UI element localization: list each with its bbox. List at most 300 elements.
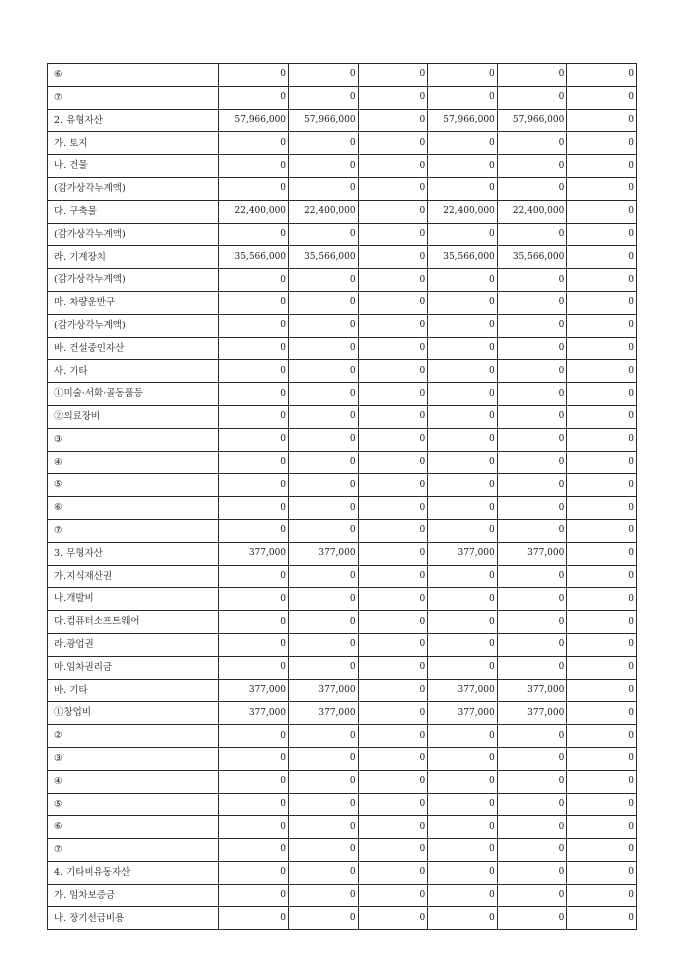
table-row (48, 269, 637, 292)
amount-cell: 0 (358, 314, 428, 337)
amount-cell: 0 (497, 565, 567, 588)
amount-cell: 0 (497, 428, 567, 451)
table-row (48, 337, 637, 360)
amount-cell: 0 (428, 474, 498, 497)
amount-cell: 57,966,000 (219, 109, 289, 132)
amount-cell: 377,000 (428, 702, 498, 725)
amount-cell: 57,966,000 (289, 109, 359, 132)
table-row (48, 383, 637, 406)
amount-cell: 0 (219, 884, 289, 907)
amount-cell: 0 (497, 360, 567, 383)
amount-cell: 0 (497, 770, 567, 793)
amount-cell: 0 (497, 519, 567, 542)
amount-cell: 377,000 (497, 542, 567, 565)
amount-cell: 0 (428, 793, 498, 816)
table-row (48, 656, 637, 679)
row-label: 사. 기타 (48, 360, 219, 383)
amount-cell: 22,400,000 (497, 200, 567, 223)
amount-cell: 0 (289, 314, 359, 337)
amount-cell: 0 (219, 565, 289, 588)
table-row (48, 519, 637, 542)
amount-cell: 0 (219, 269, 289, 292)
amount-cell: 0 (358, 907, 428, 930)
amount-cell: 35,566,000 (289, 246, 359, 269)
row-label: (감가상각누계액) (48, 269, 219, 292)
table-row (48, 405, 637, 428)
amount-cell: 0 (289, 337, 359, 360)
amount-cell: 0 (497, 223, 567, 246)
amount-cell: 0 (567, 679, 637, 702)
amount-cell: 0 (219, 519, 289, 542)
amount-cell: 0 (289, 428, 359, 451)
amount-cell: 0 (358, 861, 428, 884)
amount-cell: 0 (219, 86, 289, 109)
amount-cell: 0 (567, 155, 637, 178)
amount-cell: 0 (428, 565, 498, 588)
amount-cell: 0 (219, 155, 289, 178)
amount-cell: 0 (567, 314, 637, 337)
row-label: ⑤ (48, 474, 219, 497)
amount-cell: 0 (219, 383, 289, 406)
amount-cell: 0 (219, 64, 289, 87)
amount-cell: 0 (289, 497, 359, 520)
amount-cell: 0 (358, 246, 428, 269)
table-row (48, 155, 637, 178)
amount-cell: 377,000 (289, 542, 359, 565)
row-label: 4. 기타비유동자산 (48, 861, 219, 884)
amount-cell: 0 (497, 816, 567, 839)
amount-cell: 0 (567, 405, 637, 428)
row-label: 가. 토지 (48, 132, 219, 155)
row-label: 3. 무형자산 (48, 542, 219, 565)
row-label: (감가상각누계액) (48, 177, 219, 200)
amount-cell: 0 (567, 542, 637, 565)
amount-cell: 0 (428, 451, 498, 474)
amount-cell: 0 (497, 839, 567, 862)
amount-cell: 0 (567, 793, 637, 816)
amount-cell: 0 (428, 155, 498, 178)
amount-cell: 0 (497, 474, 567, 497)
amount-cell: 0 (219, 770, 289, 793)
amount-cell: 0 (358, 588, 428, 611)
amount-cell: 0 (289, 519, 359, 542)
amount-cell: 0 (358, 656, 428, 679)
amount-cell: 0 (497, 86, 567, 109)
row-label: 다. 구축물 (48, 200, 219, 223)
financial-statement-table (47, 63, 637, 930)
amount-cell: 0 (497, 793, 567, 816)
amount-cell: 0 (289, 405, 359, 428)
amount-cell: 0 (358, 679, 428, 702)
amount-cell: 0 (358, 816, 428, 839)
amount-cell: 377,000 (219, 679, 289, 702)
table-row (48, 816, 637, 839)
amount-cell: 0 (219, 656, 289, 679)
table-row (48, 360, 637, 383)
amount-cell: 0 (567, 633, 637, 656)
amount-cell: 0 (428, 656, 498, 679)
amount-cell: 22,400,000 (289, 200, 359, 223)
amount-cell: 0 (428, 64, 498, 87)
row-label: ⑦ (48, 839, 219, 862)
amount-cell: 0 (567, 816, 637, 839)
amount-cell: 57,966,000 (497, 109, 567, 132)
amount-cell: 0 (358, 177, 428, 200)
amount-cell: 0 (497, 269, 567, 292)
row-label: 마. 차량운반구 (48, 291, 219, 314)
table-row (48, 861, 637, 884)
amount-cell: 377,000 (219, 702, 289, 725)
amount-cell: 0 (358, 360, 428, 383)
amount-cell: 0 (567, 246, 637, 269)
amount-cell: 22,400,000 (219, 200, 289, 223)
amount-cell: 0 (428, 725, 498, 748)
amount-cell: 0 (428, 428, 498, 451)
amount-cell: 0 (567, 839, 637, 862)
table-row (48, 428, 637, 451)
amount-cell: 0 (428, 497, 498, 520)
amount-cell: 0 (289, 86, 359, 109)
amount-cell: 0 (497, 405, 567, 428)
amount-cell: 0 (358, 770, 428, 793)
amount-cell: 0 (567, 611, 637, 634)
amount-cell: 35,566,000 (497, 246, 567, 269)
table-row (48, 246, 637, 269)
amount-cell: 0 (219, 747, 289, 770)
amount-cell: 0 (428, 383, 498, 406)
table-row (48, 177, 637, 200)
amount-cell: 0 (219, 314, 289, 337)
row-label: ①창업비 (48, 702, 219, 725)
amount-cell: 0 (567, 291, 637, 314)
amount-cell: 0 (428, 360, 498, 383)
amount-cell: 0 (567, 177, 637, 200)
amount-cell: 0 (219, 474, 289, 497)
amount-cell: 377,000 (289, 679, 359, 702)
table-row (48, 725, 637, 748)
amount-cell: 0 (358, 64, 428, 87)
amount-cell: 0 (567, 269, 637, 292)
amount-cell: 0 (567, 132, 637, 155)
row-label: ⑥ (48, 497, 219, 520)
table-row (48, 200, 637, 223)
amount-cell: 0 (358, 269, 428, 292)
amount-cell: 0 (428, 86, 498, 109)
amount-cell: 0 (497, 155, 567, 178)
amount-cell: 0 (497, 588, 567, 611)
amount-cell: 0 (219, 405, 289, 428)
amount-cell: 0 (358, 702, 428, 725)
row-label: ⑥ (48, 816, 219, 839)
amount-cell: 0 (497, 383, 567, 406)
table-row (48, 588, 637, 611)
amount-cell: 0 (497, 337, 567, 360)
amount-cell: 0 (358, 132, 428, 155)
amount-cell: 0 (289, 565, 359, 588)
table-row (48, 747, 637, 770)
amount-cell: 0 (428, 839, 498, 862)
amount-cell: 0 (358, 109, 428, 132)
amount-cell: 0 (567, 656, 637, 679)
amount-cell: 0 (219, 816, 289, 839)
row-label: (감가상각누계액) (48, 314, 219, 337)
amount-cell: 0 (567, 519, 637, 542)
amount-cell: 0 (428, 223, 498, 246)
amount-cell: 0 (428, 314, 498, 337)
amount-cell: 0 (358, 223, 428, 246)
amount-cell: 0 (289, 861, 359, 884)
amount-cell: 0 (428, 816, 498, 839)
amount-cell: 0 (358, 428, 428, 451)
amount-cell: 0 (219, 223, 289, 246)
amount-cell: 0 (289, 269, 359, 292)
amount-cell: 0 (219, 725, 289, 748)
amount-cell: 0 (358, 565, 428, 588)
row-label: ⑤ (48, 793, 219, 816)
amount-cell: 0 (428, 269, 498, 292)
amount-cell: 0 (289, 747, 359, 770)
amount-cell: 0 (428, 177, 498, 200)
amount-cell: 377,000 (497, 702, 567, 725)
amount-cell: 0 (289, 177, 359, 200)
table-row (48, 770, 637, 793)
table-row (48, 497, 637, 520)
amount-cell: 0 (497, 861, 567, 884)
amount-cell: 0 (219, 793, 289, 816)
amount-cell: 0 (358, 405, 428, 428)
amount-cell: 0 (497, 884, 567, 907)
amount-cell: 0 (428, 291, 498, 314)
table-row (48, 132, 637, 155)
amount-cell: 0 (358, 884, 428, 907)
amount-cell: 0 (219, 132, 289, 155)
amount-cell: 0 (219, 360, 289, 383)
amount-cell: 0 (358, 725, 428, 748)
amount-cell: 0 (567, 884, 637, 907)
amount-cell: 0 (289, 64, 359, 87)
amount-cell: 0 (219, 588, 289, 611)
amount-cell: 0 (289, 656, 359, 679)
amount-cell: 0 (497, 132, 567, 155)
amount-cell: 22,400,000 (428, 200, 498, 223)
amount-cell: 0 (497, 907, 567, 930)
amount-cell: 0 (219, 291, 289, 314)
amount-cell: 0 (358, 200, 428, 223)
amount-cell: 0 (428, 747, 498, 770)
table-row (48, 314, 637, 337)
amount-cell: 0 (497, 497, 567, 520)
amount-cell: 0 (358, 497, 428, 520)
amount-cell: 0 (567, 223, 637, 246)
row-label: 가. 임차보증금 (48, 884, 219, 907)
amount-cell: 0 (219, 611, 289, 634)
table-row (48, 474, 637, 497)
amount-cell: 0 (497, 177, 567, 200)
amount-cell: 0 (497, 291, 567, 314)
row-label: 바. 기타 (48, 679, 219, 702)
amount-cell: 377,000 (497, 679, 567, 702)
amount-cell: 0 (497, 656, 567, 679)
amount-cell: 0 (219, 839, 289, 862)
table-row (48, 451, 637, 474)
amount-cell: 0 (289, 793, 359, 816)
amount-cell: 0 (428, 405, 498, 428)
amount-cell: 377,000 (428, 679, 498, 702)
row-label: 마.임차권리금 (48, 656, 219, 679)
table-row (48, 679, 637, 702)
table-row (48, 633, 637, 656)
table-row (48, 565, 637, 588)
amount-cell: 0 (497, 64, 567, 87)
amount-cell: 0 (497, 451, 567, 474)
amount-cell: 0 (358, 633, 428, 656)
amount-cell: 0 (567, 451, 637, 474)
amount-cell: 377,000 (428, 542, 498, 565)
amount-cell: 0 (289, 291, 359, 314)
amount-cell: 0 (289, 155, 359, 178)
row-label: 나. 건물 (48, 155, 219, 178)
amount-cell: 0 (289, 223, 359, 246)
amount-cell: 0 (567, 497, 637, 520)
amount-cell: 0 (219, 177, 289, 200)
amount-cell: 0 (428, 132, 498, 155)
amount-cell: 0 (567, 565, 637, 588)
row-label: (감가상각누계액) (48, 223, 219, 246)
amount-cell: 0 (358, 155, 428, 178)
table-row (48, 907, 637, 930)
amount-cell: 0 (428, 337, 498, 360)
amount-cell: 377,000 (289, 702, 359, 725)
table-body (48, 64, 637, 930)
amount-cell: 0 (289, 907, 359, 930)
amount-cell: 0 (428, 907, 498, 930)
row-label: 나.개발비 (48, 588, 219, 611)
row-label: ② (48, 725, 219, 748)
amount-cell: 0 (219, 633, 289, 656)
amount-cell: 0 (289, 588, 359, 611)
row-label: 나. 장기선급비용 (48, 907, 219, 930)
amount-cell: 0 (497, 314, 567, 337)
amount-cell: 0 (358, 291, 428, 314)
amount-cell: 0 (358, 542, 428, 565)
amount-cell: 0 (567, 337, 637, 360)
amount-cell: 0 (497, 747, 567, 770)
amount-cell: 0 (428, 519, 498, 542)
table-row (48, 884, 637, 907)
table-row (48, 86, 637, 109)
amount-cell: 57,966,000 (428, 109, 498, 132)
amount-cell: 0 (497, 633, 567, 656)
amount-cell: 0 (289, 770, 359, 793)
amount-cell: 0 (567, 907, 637, 930)
amount-cell: 0 (567, 474, 637, 497)
row-label: ①미술·서화·골동품등 (48, 383, 219, 406)
amount-cell: 0 (567, 428, 637, 451)
amount-cell: 0 (289, 816, 359, 839)
amount-cell: 0 (567, 86, 637, 109)
amount-cell: 0 (289, 474, 359, 497)
amount-cell: 0 (219, 337, 289, 360)
amount-cell: 0 (219, 907, 289, 930)
row-label: ③ (48, 428, 219, 451)
amount-cell: 0 (567, 383, 637, 406)
row-label: 다.컴퓨터소프트웨어 (48, 611, 219, 634)
amount-cell: 0 (358, 86, 428, 109)
amount-cell: 0 (219, 861, 289, 884)
row-label: 2. 유형자산 (48, 109, 219, 132)
amount-cell: 0 (567, 64, 637, 87)
table-row (48, 542, 637, 565)
amount-cell: 0 (289, 611, 359, 634)
row-label: ④ (48, 451, 219, 474)
amount-cell: 35,566,000 (428, 246, 498, 269)
amount-cell: 0 (428, 611, 498, 634)
amount-cell: 0 (289, 633, 359, 656)
amount-cell: 0 (358, 337, 428, 360)
row-label: ②의료장비 (48, 405, 219, 428)
table-row (48, 793, 637, 816)
amount-cell: 0 (358, 383, 428, 406)
table-row (48, 109, 637, 132)
amount-cell: 0 (358, 451, 428, 474)
table-row (48, 611, 637, 634)
amount-cell: 0 (289, 451, 359, 474)
amount-cell: 0 (497, 725, 567, 748)
amount-cell: 0 (289, 132, 359, 155)
row-label: 가.지식재산권 (48, 565, 219, 588)
amount-cell: 0 (428, 588, 498, 611)
amount-cell: 0 (289, 884, 359, 907)
amount-cell: 0 (219, 451, 289, 474)
row-label: ⑦ (48, 86, 219, 109)
row-label: ⑥ (48, 64, 219, 87)
amount-cell: 0 (289, 839, 359, 862)
amount-cell: 0 (567, 725, 637, 748)
amount-cell: 0 (358, 747, 428, 770)
amount-cell: 35,566,000 (219, 246, 289, 269)
amount-cell: 0 (567, 360, 637, 383)
table-row (48, 839, 637, 862)
amount-cell: 0 (219, 497, 289, 520)
amount-cell: 0 (289, 725, 359, 748)
table-row (48, 702, 637, 725)
amount-cell: 0 (358, 839, 428, 862)
amount-cell: 0 (289, 360, 359, 383)
row-label: ④ (48, 770, 219, 793)
amount-cell: 0 (358, 474, 428, 497)
row-label: 바. 건설중인자산 (48, 337, 219, 360)
amount-cell: 0 (497, 611, 567, 634)
amount-cell: 0 (428, 633, 498, 656)
amount-cell: 0 (428, 884, 498, 907)
amount-cell: 0 (567, 109, 637, 132)
amount-cell: 0 (358, 793, 428, 816)
amount-cell: 0 (567, 702, 637, 725)
table-row (48, 64, 637, 87)
amount-cell: 0 (358, 611, 428, 634)
row-label: 라. 기계장치 (48, 246, 219, 269)
amount-cell: 377,000 (219, 542, 289, 565)
amount-cell: 0 (567, 200, 637, 223)
amount-cell: 0 (358, 519, 428, 542)
amount-cell: 0 (567, 588, 637, 611)
amount-cell: 0 (567, 770, 637, 793)
amount-cell: 0 (567, 747, 637, 770)
amount-cell: 0 (567, 861, 637, 884)
amount-cell: 0 (428, 861, 498, 884)
row-label: 라.광업권 (48, 633, 219, 656)
row-label: ③ (48, 747, 219, 770)
